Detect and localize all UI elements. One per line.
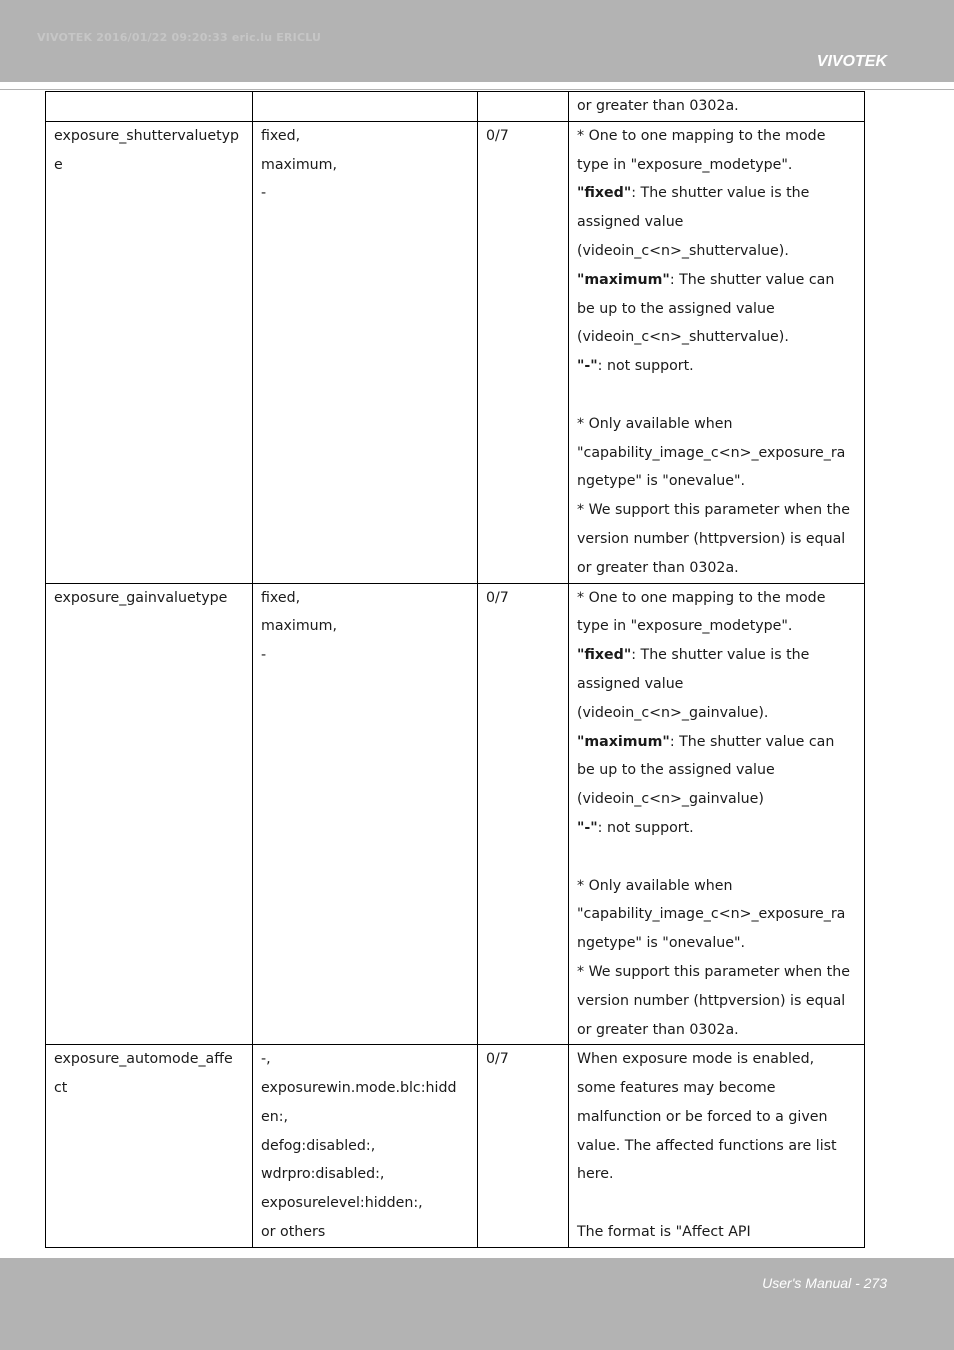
description-text: be up to the assigned value [577, 762, 775, 779]
security-value: 0/7 [486, 1051, 509, 1068]
description-text: (videoin_c<n>_shuttervalue). [577, 242, 789, 259]
description-line [577, 612, 858, 641]
description-line [577, 381, 858, 410]
description-keyword: "maximum" [577, 271, 670, 288]
parameter-name-line: exposure_gainvaluetype [54, 589, 228, 606]
description-keyword: "fixed" [577, 647, 632, 664]
description-text: The format is "Affect API [577, 1224, 751, 1241]
description-line [577, 1132, 858, 1161]
description-text: assigned value [577, 214, 684, 231]
description-text: (videoin_c<n>_shuttervalue). [577, 329, 789, 346]
description-line [577, 843, 858, 872]
description-line [577, 439, 858, 468]
description-line [577, 929, 858, 958]
parameter-value-line: - [261, 647, 267, 664]
description-text: ngetype" is "onevalue". [577, 935, 746, 952]
description-line [577, 525, 858, 554]
table-row [46, 92, 865, 122]
parameter-name-line: exposure_shuttervaluetyp [54, 127, 240, 144]
description-line [577, 1103, 858, 1132]
parameter-name-cell [46, 1045, 253, 1248]
parameter-value-line: en:, [261, 1108, 289, 1125]
description-text: "capability_image_c<n>_exposure_ra [577, 444, 846, 461]
description-text: * One to one mapping to the mode [577, 127, 826, 144]
parameter-name-cell [46, 121, 253, 583]
description-text: version number (httpversion) is equal [577, 992, 846, 1009]
description-line [577, 323, 858, 352]
parameter-value-line: defog:disabled:, [261, 1137, 376, 1154]
description-text: or greater than 0302a. [577, 1021, 739, 1038]
parameter-table-body [46, 92, 865, 1248]
parameter-name-line [54, 92, 246, 121]
page-footer [0, 1258, 954, 1350]
description-line [577, 1016, 858, 1045]
description-line [577, 785, 858, 814]
parameter-name-line: e [54, 156, 63, 173]
description-text: type in "exposure_modetype". [577, 618, 793, 635]
description-line [577, 410, 858, 439]
header-divider [0, 89, 954, 90]
parameter-values-cell [253, 121, 478, 583]
description-text: : not support. [597, 819, 694, 836]
description-text: (videoin_c<n>_gainvalue) [577, 791, 764, 808]
parameter-value-line: fixed, [261, 127, 301, 144]
parameter-name-cell [46, 92, 253, 122]
description-text: : The shutter value is the [631, 647, 810, 664]
parameter-name-cell [46, 583, 253, 1045]
description-keyword: "-" [577, 358, 598, 375]
parameter-value-line: maximum, [261, 156, 337, 173]
description-text: or greater than 0302a. [577, 98, 739, 114]
description-text: here. [577, 1166, 614, 1183]
description-line [577, 208, 858, 237]
security-cell [478, 121, 569, 583]
description-keyword: "maximum" [577, 733, 670, 750]
parameter-table [45, 91, 865, 1248]
table-row [46, 1045, 865, 1248]
description-keyword: "fixed" [577, 185, 632, 202]
security-value: 0/7 [486, 589, 509, 606]
description-line [577, 352, 858, 381]
parameter-value-line: exposurewin.mode.blc:hidd [261, 1080, 457, 1097]
parameter-value-line [261, 92, 471, 121]
parameter-value-line: maximum, [261, 618, 337, 635]
description-cell [569, 583, 865, 1045]
description-line [577, 958, 858, 987]
security-cell [478, 1045, 569, 1248]
description-text: : The shutter value can [669, 271, 835, 288]
description-line [577, 151, 858, 180]
description-text: type in "exposure_modetype". [577, 156, 793, 173]
description-cell [569, 92, 865, 122]
parameter-name-line: ct [54, 1080, 68, 1097]
description-line [577, 554, 858, 583]
brand-logo-text: VIVOTEK [816, 53, 887, 70]
page-header [0, 0, 954, 82]
description-line [577, 295, 858, 324]
page-number-label: User's Manual - 273 [762, 1275, 887, 1291]
description-line [577, 1218, 858, 1247]
description-keyword: "-" [577, 819, 598, 836]
parameter-value-line: fixed, [261, 589, 301, 606]
description-line [577, 92, 858, 121]
description-line [577, 900, 858, 929]
description-line [577, 872, 858, 901]
description-cell [569, 1045, 865, 1248]
security-value [486, 92, 562, 121]
description-line [577, 122, 858, 151]
description-cell [569, 121, 865, 583]
security-cell [478, 92, 569, 122]
parameter-values-cell [253, 583, 478, 1045]
description-line [577, 237, 858, 266]
description-text: be up to the assigned value [577, 300, 775, 317]
table-row [46, 121, 865, 583]
description-line [577, 1160, 858, 1189]
description-text: : The shutter value is the [631, 185, 810, 202]
description-line [577, 1045, 858, 1074]
description-line [577, 756, 858, 785]
parameter-values-cell [253, 92, 478, 122]
security-cell [478, 583, 569, 1045]
parameter-value-line: wdrpro:disabled:, [261, 1166, 385, 1183]
description-line [577, 699, 858, 728]
description-text: malfunction or be forced to a given [577, 1108, 828, 1125]
description-text: version number (httpversion) is equal [577, 530, 846, 547]
description-line [577, 467, 858, 496]
description-text: assigned value [577, 675, 684, 692]
description-line [577, 987, 858, 1016]
description-text: or greater than 0302a. [577, 559, 739, 576]
parameter-value-line: - [261, 185, 267, 202]
description-text: ngetype" is "onevalue". [577, 473, 746, 490]
description-text: : The shutter value can [669, 733, 835, 750]
description-line [577, 1074, 858, 1103]
description-text: * One to one mapping to the mode [577, 589, 826, 606]
description-text: some features may become [577, 1080, 776, 1097]
description-text: * Only available when [577, 877, 733, 894]
description-line [577, 266, 858, 295]
description-line [577, 1189, 858, 1218]
parameter-values-cell [253, 1045, 478, 1248]
security-value: 0/7 [486, 127, 509, 144]
print-watermark: VIVOTEK 2016/01/22 09:20:33 eric.lu ERICLU [37, 31, 322, 44]
description-line [577, 814, 858, 843]
description-text: * Only available when [577, 415, 733, 432]
description-text: * We support this parameter when the [577, 502, 850, 519]
description-text: value. The affected functions are list [577, 1137, 837, 1154]
description-line [577, 584, 858, 613]
description-line [577, 728, 858, 757]
parameter-value-line: -, [261, 1051, 271, 1068]
table-row [46, 583, 865, 1045]
description-text: * We support this parameter when the [577, 963, 850, 980]
parameter-value-line: or others [261, 1224, 326, 1241]
description-line [577, 641, 858, 670]
description-line [577, 670, 858, 699]
description-text: (videoin_c<n>_gainvalue). [577, 704, 769, 721]
description-text: "capability_image_c<n>_exposure_ra [577, 906, 846, 923]
description-line [577, 179, 858, 208]
parameter-name-line: exposure_automode_affe [54, 1051, 233, 1068]
description-line [577, 496, 858, 525]
description-text: When exposure mode is enabled, [577, 1051, 815, 1068]
description-text: : not support. [597, 358, 694, 375]
parameter-value-line: exposurelevel:hidden:, [261, 1195, 423, 1212]
